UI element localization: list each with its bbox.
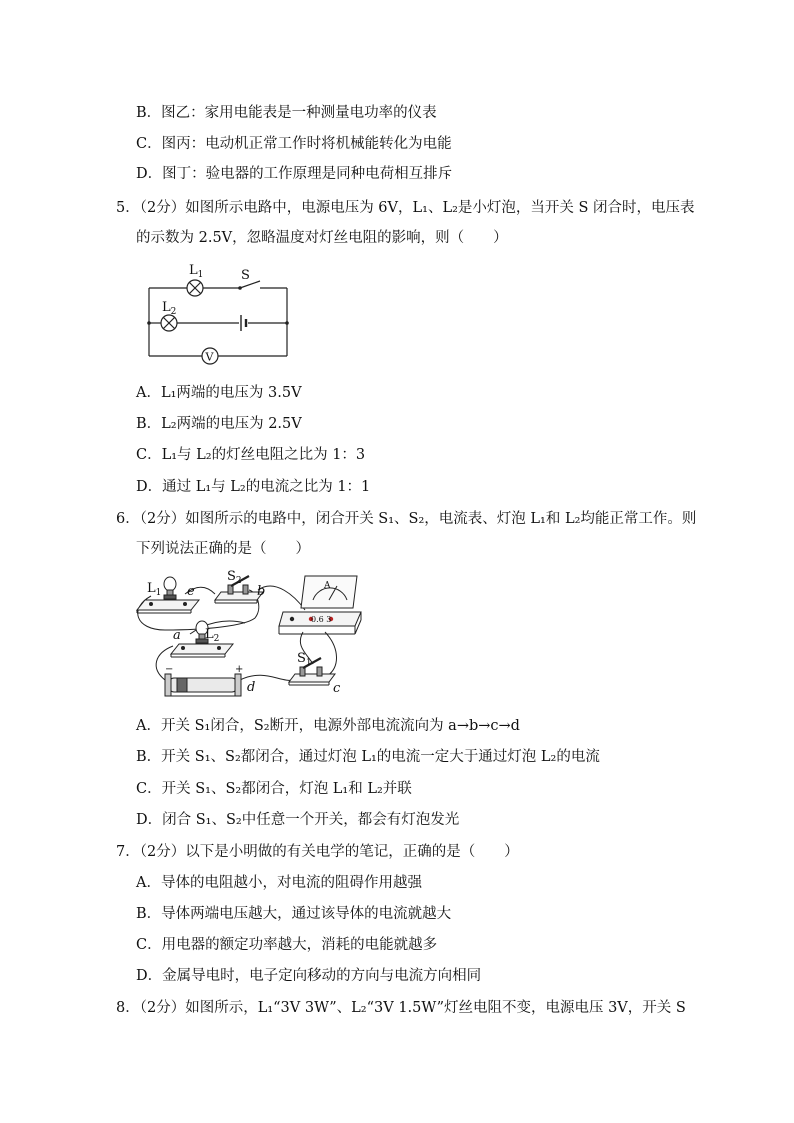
label-battery-plus: + — [235, 664, 244, 675]
q6-stem-line1: 6．（2分）如图所示的电路中，闭合开关 S₁、S₂，电流表、灯泡 L₁和 L₂均能正常工作。则 — [116, 511, 697, 527]
label-s1: $S_1$ — [297, 651, 312, 668]
q5-option-a[interactable]: A．L₁两端的电压为 3.5V — [136, 385, 302, 401]
label-s2: $S_2$ — [227, 569, 242, 586]
q7-option-d[interactable]: D．金属导电时，电子定向移动的方向与电流方向相同 — [136, 968, 482, 984]
q7-option-c[interactable]: C．用电器的额定功率越大，消耗的电能就越多 — [136, 937, 438, 953]
label-l1: $L_1$ — [189, 263, 204, 280]
label-b: b — [257, 584, 266, 599]
q5-stem-line2: 的示数为 2.5V，忽略温度对灯丝电阻的影响，则（ ） — [136, 230, 508, 246]
q5-circuit-diagram — [140, 255, 300, 370]
q6-physical-circuit-diagram — [135, 568, 365, 708]
lamp-l2-board — [171, 644, 233, 654]
switch-s1-board — [289, 674, 335, 682]
q8-stem-line1: 8．（2分）如图所示，L₁“3V 3W”、L₂“3V 1.5W”灯丝电阻不变，电源电压 3V，开关 S — [116, 1000, 686, 1016]
label-l2: $L_2$ — [162, 300, 177, 317]
label-v: V — [205, 350, 214, 364]
label-ammeter-a: A — [324, 581, 331, 591]
label-d: d — [247, 680, 256, 695]
q6-option-c[interactable]: C．开关 S₁、S₂都闭合，灯泡 L₁和 L₂并联 — [136, 781, 412, 797]
q4-option-c[interactable]: C．图丙：电动机正常工作时将机械能转化为电能 — [136, 136, 452, 152]
label-a: a — [173, 628, 181, 643]
q5-option-b[interactable]: B．L₂两端的电压为 2.5V — [136, 416, 302, 432]
q4-option-b[interactable]: B．图乙：家用电能表是一种测量电功率的仪表 — [136, 105, 437, 121]
label-battery-minus: − — [165, 664, 174, 675]
q6-option-b[interactable]: B．开关 S₁、S₂都闭合，通过灯泡 L₁的电流一定大于通过灯泡 L₂的电流 — [136, 749, 600, 765]
label-e: e — [187, 584, 195, 599]
q5-stem-line1: 5．（2分）如图所示电路中，电源电压为 6V，L₁、L₂是小灯泡，当开关 S 闭合时，电压表 — [116, 200, 695, 216]
q5-option-c[interactable]: C．L₁与 L₂的灯丝电阻之比为 1：3 — [136, 447, 366, 463]
q5-option-d[interactable]: D．通过 L₁与 L₂的电流之比为 1：1 — [136, 479, 371, 495]
q7-option-b[interactable]: B．导体两端电压越大，通过该导体的电流就越大 — [136, 906, 452, 922]
label-c: c — [333, 681, 341, 696]
label-l1: $L_1$ — [147, 581, 162, 598]
q7-option-a[interactable]: A．导体的电阻越小，对电流的阻碍作用越强 — [136, 875, 422, 891]
q6-stem-line2: 下列说法正确的是（ ） — [136, 541, 310, 557]
q6-option-d[interactable]: D．闭合 S₁、S₂中任意一个开关，都会有灯泡发光 — [136, 812, 460, 828]
lamp-l1-bulb — [164, 577, 176, 591]
label-l2: $L_2$ — [205, 627, 220, 644]
switch-s2-board — [215, 592, 263, 600]
lamp-l1-board — [137, 600, 199, 610]
q7-stem-line1: 7．（2分）以下是小明做的有关电学的笔记，正确的是（ ） — [116, 844, 519, 860]
q4-option-d[interactable]: D．图丁：验电器的工作原理是同种电荷相互排斥 — [136, 166, 453, 182]
label-ammeter-scale: 0.6 3 — [311, 615, 332, 624]
label-s: S — [241, 268, 250, 283]
q6-option-a[interactable]: A．开关 S₁闭合，S₂断开，电源外部电流流向为 a→b→c→d — [136, 718, 520, 734]
